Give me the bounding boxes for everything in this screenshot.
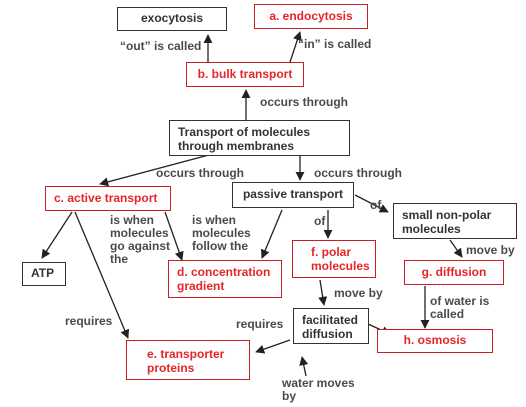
label-out-called: “out” is called [120, 39, 202, 53]
arrow-polar-to-facilitated [320, 280, 324, 305]
label-of-water-1: of water is [430, 294, 490, 308]
node-polar-line1: f. polar [311, 245, 352, 259]
label-occurs-through-right: occurs through [314, 166, 403, 180]
node-atp: ATP [22, 262, 66, 286]
node-small-nonpolar [393, 203, 517, 239]
node-transport-line2: through membranes [178, 139, 295, 153]
label-against-4: the [110, 252, 128, 266]
node-transporter-line1: e. transporter [147, 347, 225, 361]
label-of-small: of [370, 198, 382, 212]
label-follow-2: molecules [192, 226, 251, 240]
node-smallnonpolar-line1: small non-polar [402, 208, 492, 222]
label-requires-right: requires [236, 317, 284, 331]
node-active-transport: c. active transport [45, 186, 171, 211]
node-endocytosis: a. endocytosis [254, 4, 368, 29]
arrow-passive-to-concentration [262, 210, 282, 258]
node-transporter-proteins [126, 340, 250, 380]
arrow-watermoves-to-facilitated [302, 357, 306, 376]
node-polar-molecules [292, 240, 376, 278]
node-diffusion: g. diffusion [404, 260, 504, 285]
node-passive-transport: passive transport [232, 182, 354, 208]
label-of-water-2: called [430, 307, 465, 321]
node-bulk-transport: b. bulk transport [186, 62, 304, 87]
node-exocytosis: exocytosis [117, 7, 227, 31]
label-against-2: molecules [110, 226, 169, 240]
label-against-1: is when [110, 213, 155, 227]
label-occurs-through-left: occurs through [156, 166, 245, 180]
node-transporter-line2: proteins [147, 361, 195, 375]
node-facilitated-line1: facilitated [302, 313, 359, 327]
node-transport-line1: Transport of molecules [178, 125, 311, 139]
node-concentration-line1: d. concentration [177, 265, 271, 279]
node-polar-line2: molecules [311, 259, 370, 273]
node-facilitated-line2: diffusion [302, 327, 353, 341]
arrow-active-to-atp [42, 212, 72, 258]
node-transport-membranes [169, 120, 350, 156]
node-smallnonpolar-line2: molecules [402, 222, 461, 236]
node-concentration-line2: gradient [177, 279, 225, 293]
label-requires-left: requires [65, 314, 113, 328]
label-move-by-facilitated: move by [334, 286, 383, 300]
arrow-smallnonpolar-to-diffusion [450, 240, 462, 257]
node-facilitated-diffusion [293, 308, 369, 344]
label-move-by-diffusion: move by [466, 243, 515, 257]
arrow-facilitated-to-transporter [256, 340, 290, 352]
label-against-3: go against [110, 239, 171, 253]
label-follow-1: is when [192, 213, 237, 227]
node-concentration-gradient [168, 260, 282, 298]
label-water-moves-2: by [282, 389, 297, 403]
node-osmosis: h. osmosis [377, 329, 493, 353]
label-water-moves-1: water moves [282, 376, 355, 390]
label-follow-3: follow the [192, 239, 248, 253]
label-of-polar: of [314, 214, 326, 228]
label-occurs-through-top: occurs through [260, 95, 349, 109]
label-in-called: “in” is called [298, 37, 372, 51]
